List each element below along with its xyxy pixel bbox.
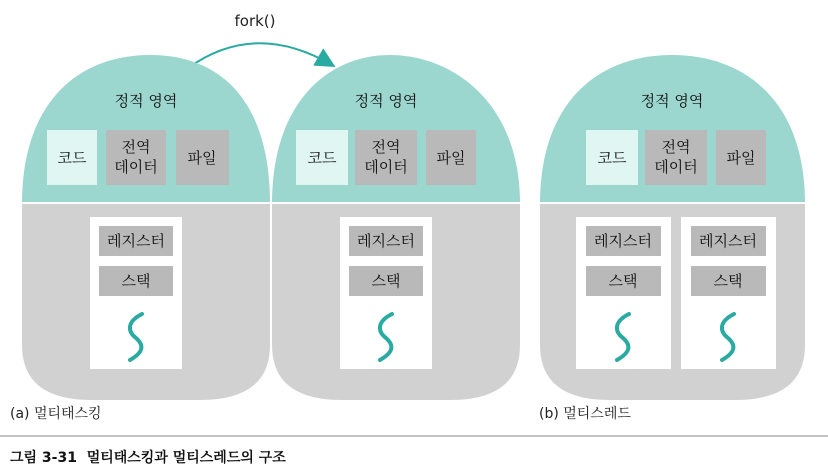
static-area-label: 정적 영역	[114, 92, 178, 110]
fork-label: fork()	[234, 12, 276, 30]
global-data-label-2: 데이터	[654, 158, 698, 176]
fork-arrow-path	[188, 43, 332, 68]
stack-label: 스택	[608, 272, 638, 290]
code-label: 코드	[307, 149, 337, 167]
lower-area	[530, 204, 820, 404]
process-a2	[260, 40, 540, 404]
global-data-label-2: 데이터	[364, 158, 408, 176]
process-a1	[0, 40, 300, 404]
global-data-label-1: 전역	[661, 138, 691, 156]
code-label: 코드	[57, 149, 87, 167]
code-label: 코드	[597, 149, 627, 167]
stack-label: 스택	[713, 272, 743, 290]
process-b	[530, 40, 820, 404]
register-label: 레지스터	[357, 232, 415, 250]
file-label: 파일	[726, 149, 756, 167]
static-area-label: 정적 영역	[640, 92, 704, 110]
stack-label: 스택	[371, 272, 401, 290]
figure-caption: 그림 3-31 멀티태스킹과 멀티스레드의 구조	[10, 450, 286, 466]
caption-multitasking: (a) 멀티태스킹	[10, 406, 102, 422]
register-label: 레지스터	[699, 232, 757, 250]
fork-arrow	[188, 12, 332, 68]
register-label: 레지스터	[107, 232, 165, 250]
stack-label: 스택	[121, 272, 151, 290]
global-data-label-2: 데이터	[114, 158, 158, 176]
file-label: 파일	[436, 149, 466, 167]
file-label: 파일	[187, 149, 217, 167]
caption-multithreading: (b) 멀티스레드	[539, 406, 631, 422]
global-data-label-1: 전역	[121, 138, 151, 156]
static-area-label: 정적 영역	[354, 92, 418, 110]
register-label: 레지스터	[594, 232, 652, 250]
global-data-label-1: 전역	[371, 138, 401, 156]
